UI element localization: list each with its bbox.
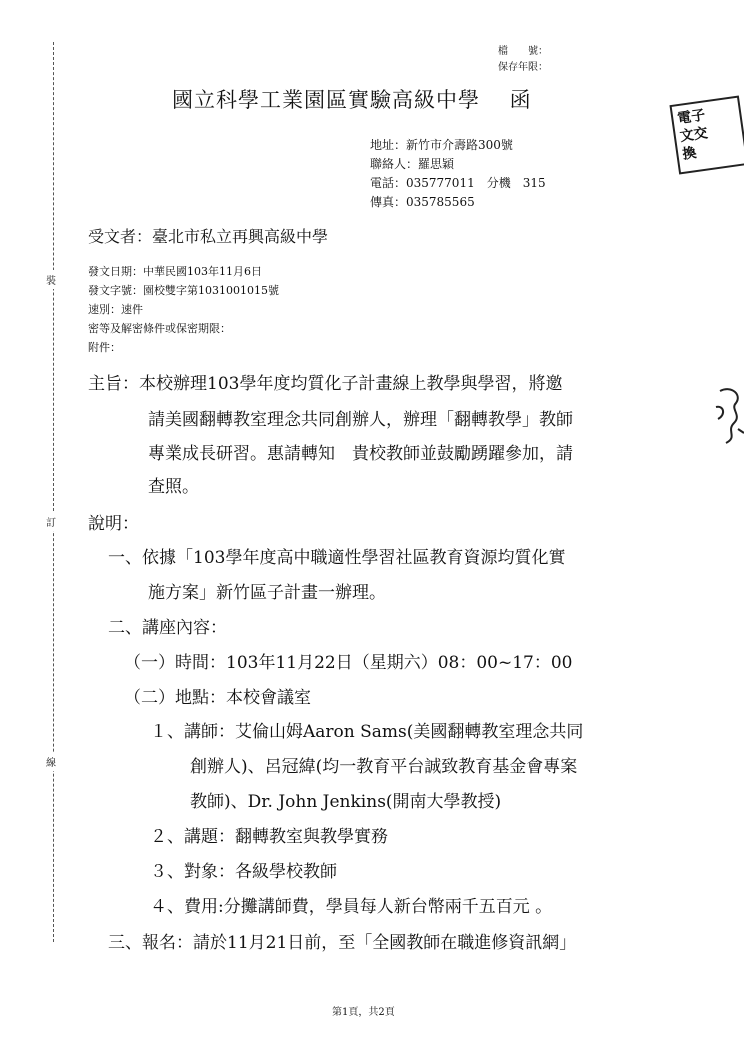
stamp-line: 換 bbox=[681, 145, 698, 163]
page-footer: 第1頁，共2頁 bbox=[332, 1007, 395, 1018]
document-number: 發文字號：園校雙字第1031001015號 bbox=[88, 284, 279, 297]
subject-line-2: 請美國翻轉教室理念共同創辦人，辦理「翻轉教學」教師 bbox=[148, 410, 573, 430]
document-title: 國立科學工業園區實驗高級中學 函 bbox=[172, 88, 532, 112]
binding-mark-ding: 訂 bbox=[46, 512, 56, 531]
item-2-time: （一）時間：103年11月22日（星期六）08：00~17：00 bbox=[124, 653, 573, 673]
binding-mark-zhuang: 裝 bbox=[46, 270, 56, 289]
item-2-location: （二）地點：本校會議室 bbox=[124, 688, 311, 708]
item-2-speakers-line-3: 教師)、Dr. John Jenkins(開南大學教授) bbox=[190, 792, 502, 812]
item-2-fee: ４、費用:分攤講師費，學員每人新台幣兩千五百元 。 bbox=[150, 897, 553, 917]
file-number-label: 檔 號： bbox=[498, 46, 548, 57]
item-2-heading: 二、講座內容： bbox=[108, 618, 227, 638]
stamp-line: 文交 bbox=[678, 125, 709, 145]
phone: 電話：035777011 分機 315 bbox=[370, 176, 546, 190]
item-2-topic: ２、講題：翻轉教室與教學實務 bbox=[150, 827, 388, 847]
item-1-line-2: 施方案」新竹區子計畫一辦理。 bbox=[148, 583, 386, 603]
explanation-label: 說明： bbox=[88, 514, 139, 534]
issue-date: 發文日期：中華民國103年11月6日 bbox=[88, 265, 262, 278]
subject-line-4: 查照。 bbox=[148, 477, 199, 497]
fax: 傳真：035785565 bbox=[370, 195, 475, 209]
address: 地址：新竹市介壽路300號 bbox=[370, 138, 513, 152]
stamp-line: 電子 bbox=[676, 107, 707, 128]
retention-period-label: 保存年限： bbox=[498, 62, 548, 73]
recipient: 受文者：臺北市私立再興高級中學 bbox=[88, 227, 329, 246]
binding-mark-xian: 線 bbox=[46, 752, 56, 771]
item-2-audience: ３、對象：各級學校教師 bbox=[150, 862, 337, 882]
item-2-speakers-line-2: 創辦人)、呂冠緯(均一教育平台誠致教育基金會專案 bbox=[190, 757, 578, 777]
item-2-speakers-line-1: １、講師：艾倫山姆Aaron Sams(美國翻轉教室理念共同 bbox=[150, 722, 584, 742]
attachment: 附件： bbox=[88, 341, 121, 354]
item-3-registration: 三、報名：請於11月21日前，至「全國教師在職進修資訊網」 bbox=[108, 933, 577, 953]
item-1-line-1: 一、依據「103學年度高中職適性學習社區教育資源均質化實 bbox=[108, 548, 566, 568]
subject-line-3: 專業成長研習。惠請轉知 貴校教師並鼓勵踴躍參加，請 bbox=[148, 444, 573, 464]
binding-line bbox=[53, 42, 54, 942]
speed-class: 速別：速件 bbox=[88, 303, 143, 316]
subject-line-1: 主旨：本校辦理103學年度均質化子計畫線上教學與學習，將邀 bbox=[88, 374, 563, 394]
e-document-stamp bbox=[669, 95, 744, 174]
contact-person: 聯絡人：羅思穎 bbox=[370, 157, 455, 171]
decorative-doodle-icon bbox=[712, 385, 744, 445]
secrecy-level: 密等及解密條件或保密期限： bbox=[88, 322, 231, 335]
